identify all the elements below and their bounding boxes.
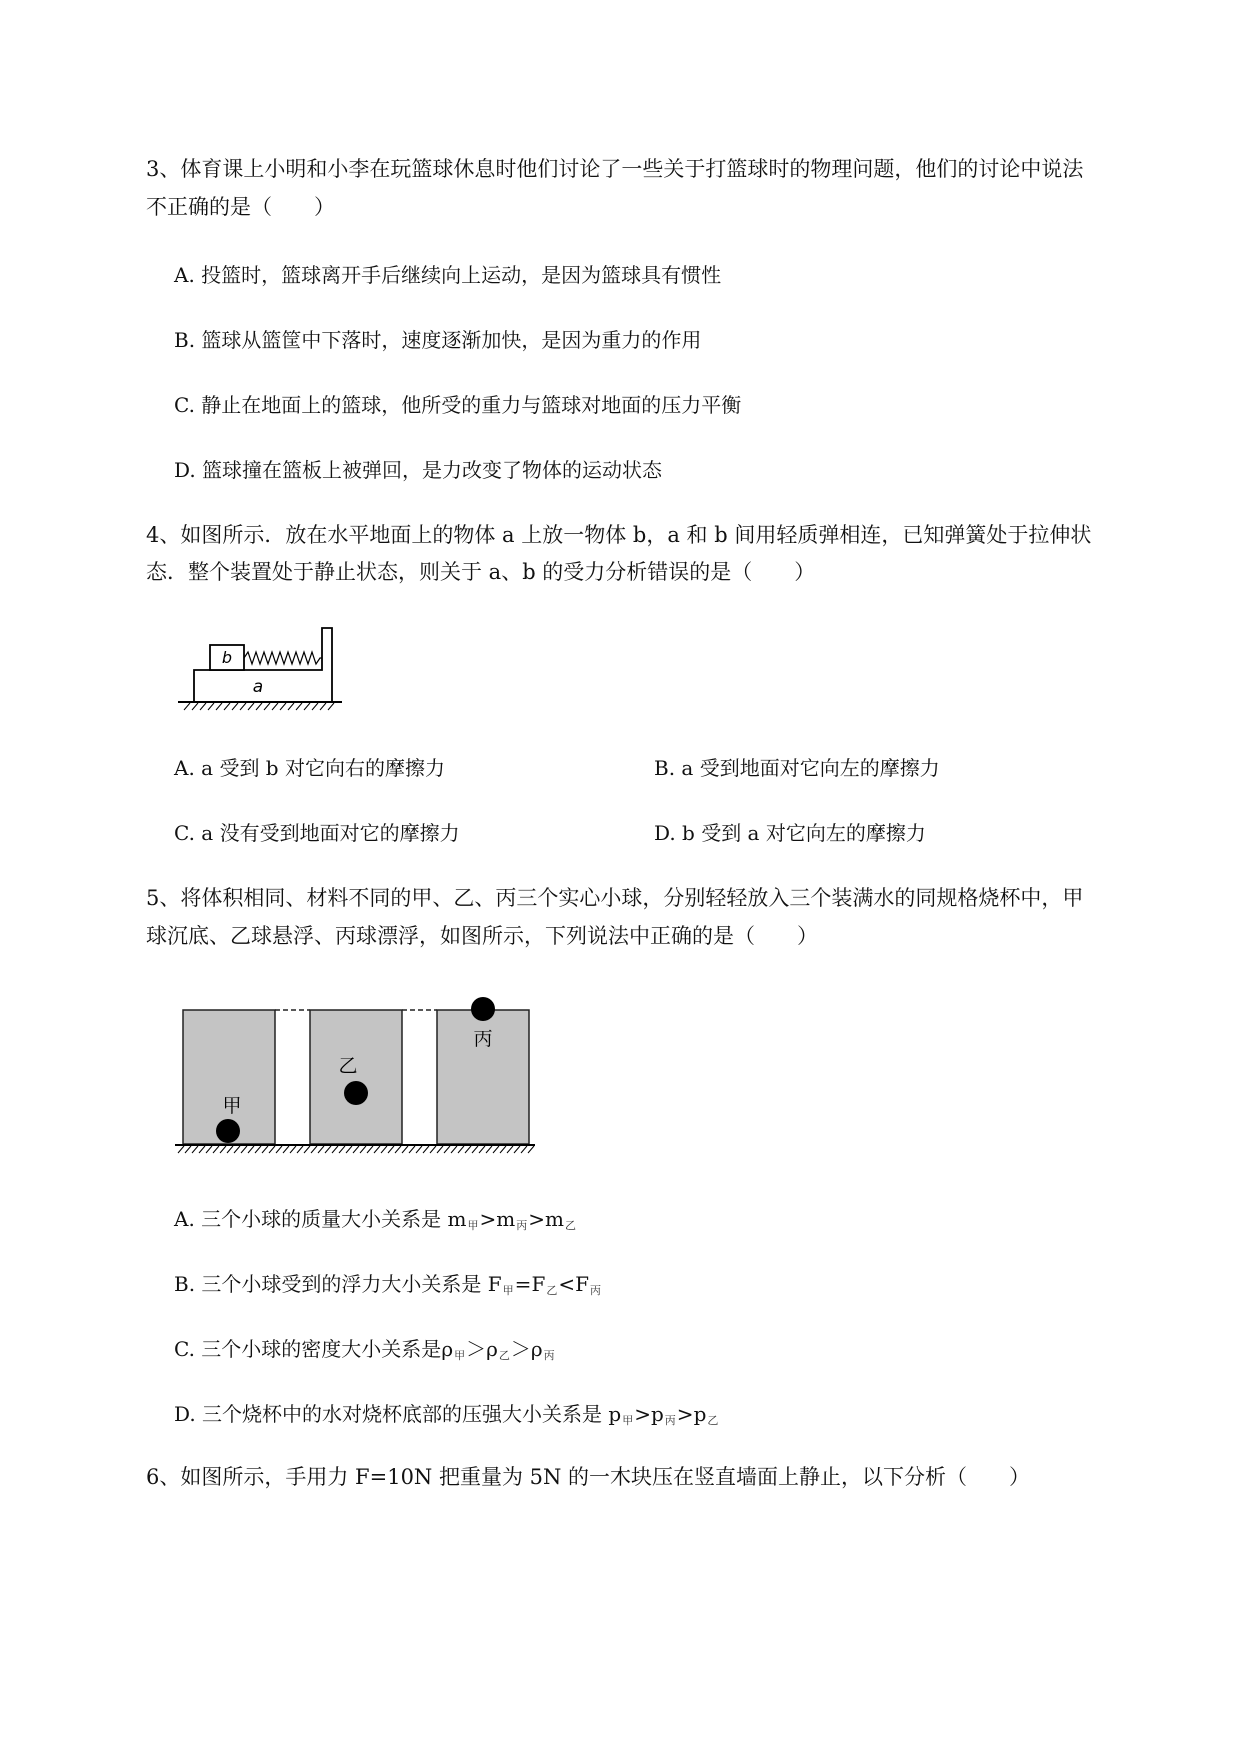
q3-stem-line2: 不正确的是（ ） [146,195,335,219]
q4-option-d: D. b 受到 a 对它向左的摩擦力 [654,821,926,845]
q5-stem-line2: 球沉底、乙球悬浮、丙球漂浮，如图所示，下列说法中正确的是（ ） [146,924,818,948]
ball-bing [471,997,495,1021]
spring-shape [244,652,322,664]
q4-spring-block-figure [170,620,350,712]
q6-stem-line1: 6、如图所示，手用力 F=10N 把重量为 5N 的一木块压在竖直墙面上静止，以下分析（ ） [146,1465,1031,1489]
q5-option-d: D. 三个烧杯中的水对烧杯底部的压强大小关系是 $p_甲>p_丙>p_乙$ [174,1402,719,1427]
label-b: b [221,648,233,667]
q4-option-c: C. a 没有受到地面对它的摩擦力 [174,821,460,845]
label-bing: 丙 [473,1028,493,1050]
ball-yi [344,1081,368,1105]
q5-option-b: B. 三个小球受到的浮力大小关系是 $F_甲=F_乙<F_丙$ [174,1272,601,1297]
q3-option-c: C. 静止在地面上的篮球，他所受的重力与篮球对地面的压力平衡 [174,393,742,417]
label-a: a [252,677,264,697]
q4-stem-line2: 态．整个装置处于静止状态，则关于 a、b 的受力分析错误的是（ ） [146,560,816,584]
q3-option-a: A. 投篮时，篮球离开手后继续向上运动，是因为篮球具有惯性 [174,263,722,287]
q5-option-a: A. 三个小球的质量大小关系是 $m_甲>m_丙>m_乙$ [174,1207,576,1232]
q4-option-b: B. a 受到地面对它向左的摩擦力 [654,756,940,780]
label-jia: 甲 [222,1095,242,1117]
q4-option-a: A. a 受到 b 对它向右的摩擦力 [174,756,445,780]
q3-option-b: B. 篮球从篮筐中下落时，速度逐渐加快，是因为重力的作用 [174,328,702,352]
label-yi: 乙 [338,1055,358,1077]
q3-stem-line1: 3、体育课上小明和小李在玩篮球休息时他们讨论了一些关于打篮球时的物理问题，他们的讨论中说法 [146,157,1084,181]
ball-jia [216,1119,240,1143]
q5-beakers-figure [170,990,540,1158]
beaker-yi [310,1010,402,1144]
q5-option-c: C. 三个小球的密度大小关系是$\rho_甲>\rho_乙>\rho_丙$ [174,1337,555,1362]
q4-stem-line1: 4、如图所示．放在水平地面上的物体 a 上放一物体 b，a 和 b 间用轻质弹相连，已知弹簧处于拉伸状 [146,523,1092,547]
q3-option-d: D. 篮球撞在篮板上被弹回，是力改变了物体的运动状态 [174,458,663,482]
q5-stem-line1: 5、将体积相同、材料不同的甲、乙、丙三个实心小球，分别轻轻放入三个装满水的同规格烧杯中，甲 [146,886,1084,910]
